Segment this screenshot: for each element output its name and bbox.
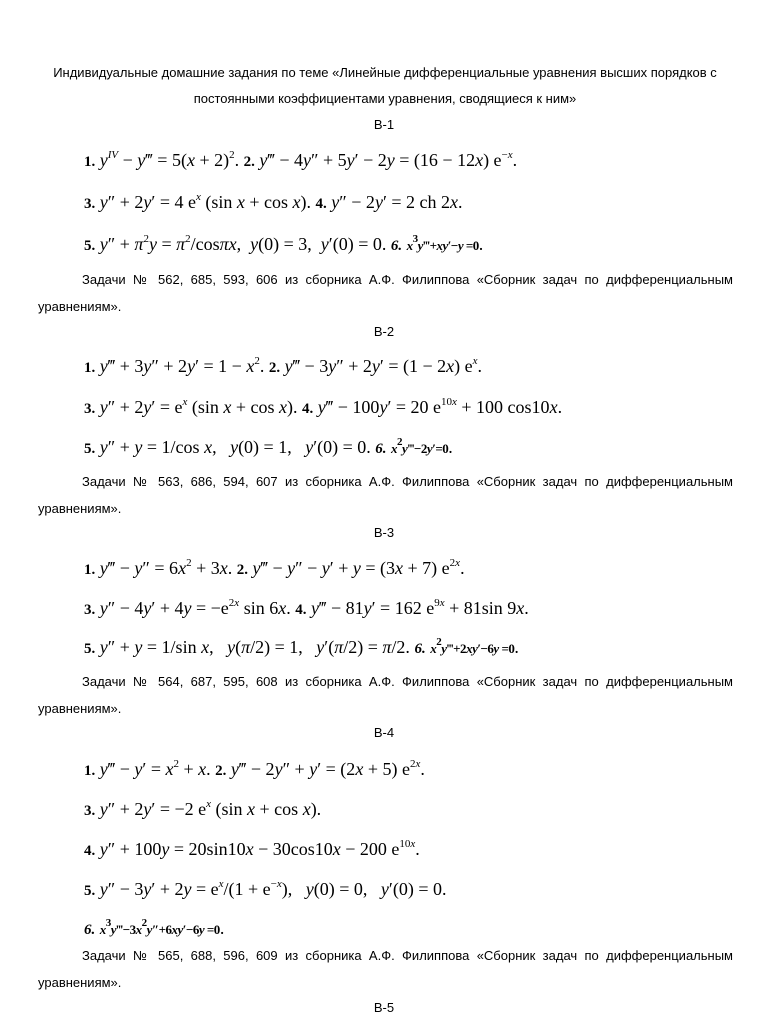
variant-4-line-4: 5. $y'' - 3y' + 2y = e^x/(1 + e^{-x})$, y(0) = 0, y′(0) = 0. xyxy=(84,878,447,899)
document-title: Индивидуальные домашние задания по теме «Линейные дифференциальные уравнения высших порядков с постоянными коэффициентами уравнения, сводящиеся к ним» xyxy=(53,65,717,106)
variant-3-line-2: 3. $y'' - 4y' + 4y = -e^{2x}$ sin 6x. 4. y‴ − 81y′ = 162 $e^{9x} + 81\sin$ 9x. xyxy=(84,597,529,618)
variant-2-line-1: 1. y‴ + $3y'' + 2y' = 1 - x^2$. 2. y‴ − 3y″ + 2y′ = (1 − 2x) $e^x$. xyxy=(84,355,482,376)
variant-2-note: Задачи № 563, 686, 594, 607 из сборника А.Ф. Филиппова «Сборник задач по дифференциальным уравнениям». xyxy=(38,474,733,516)
variant-heading-3: В-3 xyxy=(373,525,395,540)
variant-3-line-3: 5. y″ + y = 1/sin x, y(π/2) = 1, y′(π/2) = π/2. 6. $x^2y‴+2xy'-6y =0$. xyxy=(84,636,519,657)
variant-3-line-1: 1. y‴ − $y'' = 6x^2 + 3x$. 2. y‴ − y″ − y′ + y = (3x + 7) $e^{2x}$. xyxy=(84,557,465,578)
variant-2-line-3: 5. y″ + y = 1/cos x, y(0) = 1, y′(0) = 0. 6. $x^2y‴-2y'=0$. xyxy=(84,436,453,457)
variant-4-note: Задачи № 565, 688, 596, 609 из сборника А.Ф. Филиппова «Сборник задач по дифференциальным уравнениям». xyxy=(38,948,733,990)
variant-4-line-5: 6. $x^3y‴-3x^2y''+6xy'-6y =0$. xyxy=(84,917,225,938)
variant-1-line-2: 3. y″ + 2y′ = 4 $e^x$ (sin x + cos x). 4. y″ − 2y′ = 2 ch 2x. xyxy=(84,191,463,212)
variant-4-line-1: 1. y‴ − $y' = x^2 + x$. 2. y‴ − 2y″ + y′ = (2x + 5) $e^{2x}$. xyxy=(84,758,425,779)
variant-heading-5: В-5 xyxy=(373,1000,395,1015)
variant-1-line-1: 1. $y^{IV}$ − y‴ = $5(x + 2)^2$. 2. y‴ − 4y″ + 5y′ − 2y = (16 − 12x) $e^{-x}$. xyxy=(84,149,518,170)
variant-1-line-3: 5. $y'' + \pi^2y = \pi^2/\cos\pi x$, y(0) = 3, y′(0) = 0. 6. $x^3y‴+xy'-y =0$. xyxy=(84,233,484,254)
variant-3-note: Задачи № 564, 687, 595, 608 из сборника А.Ф. Филиппова «Сборник задач по дифференциальным уравнениям». xyxy=(38,674,733,716)
variant-heading-4: В-4 xyxy=(373,725,395,740)
variant-heading-1: В-1 xyxy=(373,117,395,132)
variant-2-line-2: 3. $y'' + 2y' = e^x$ (sin x + cos x). 4. y‴ − 100y′ = 20 $e^{10x} + 100$ cos10x. xyxy=(84,396,563,417)
variant-4-line-2: 3. y″ + 2y′ = −2 $e^x$ (sin x + cos x). xyxy=(84,798,322,819)
variant-4-line-3: 4. y″ + 100y = 20sin10x − 30cos10x − 200 $e^{10x}$. xyxy=(84,838,420,859)
variant-heading-2: В-2 xyxy=(373,324,395,339)
variant-1-note: Задачи № 562, 685, 593, 606 из сборника А.Ф. Филиппова «Сборник задач по дифференциальным уравнениям». xyxy=(38,272,733,314)
